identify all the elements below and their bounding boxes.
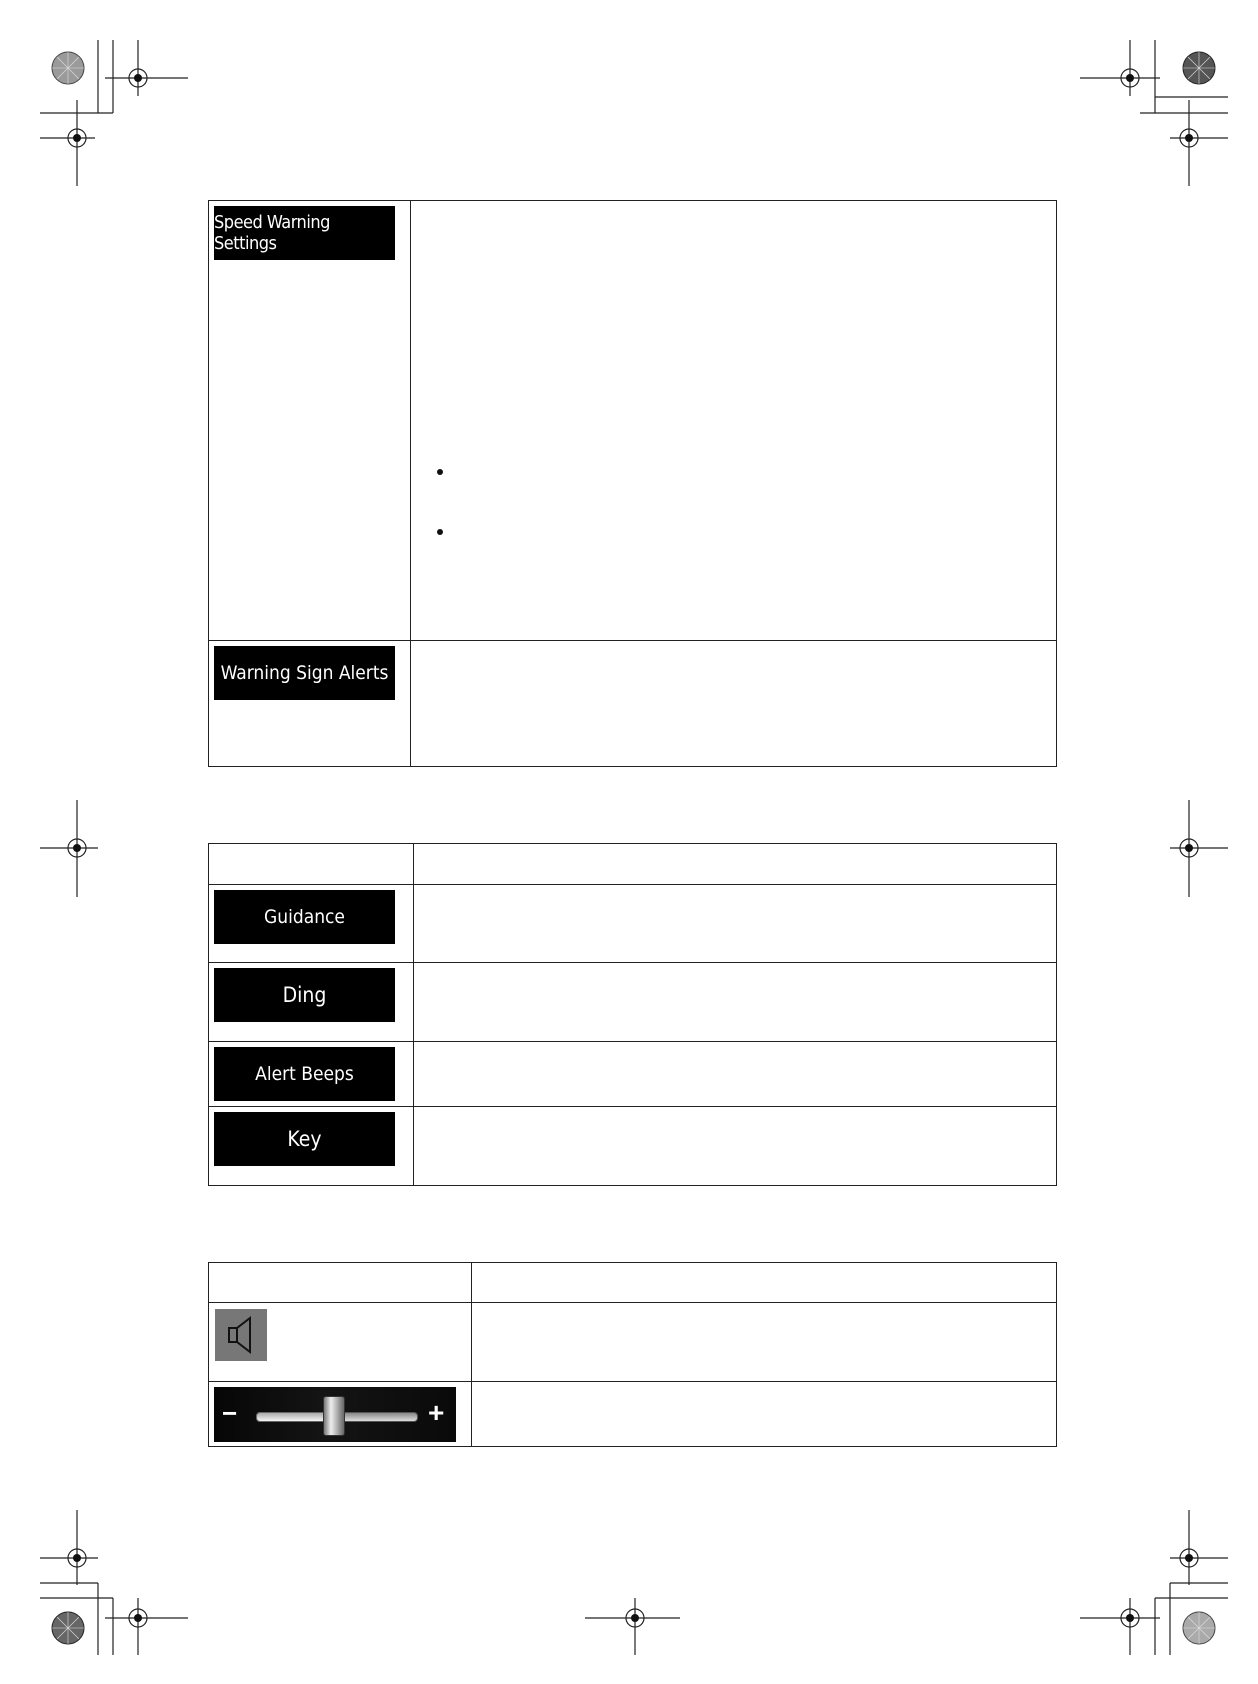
description-cell: [414, 1042, 1057, 1107]
volume-plus-icon[interactable]: +: [428, 1397, 445, 1428]
setting-cell: [209, 963, 414, 1042]
header-cell: [472, 1263, 1057, 1303]
speed-warning-settings-button[interactable]: Speed Warning Settings: [214, 206, 395, 260]
description-cell: [411, 201, 1057, 641]
header-cell: [209, 1263, 472, 1303]
setting-cell: [209, 201, 411, 641]
header-cell: [209, 844, 414, 885]
starburst-target-br: [1183, 1612, 1215, 1644]
description-cell: [472, 1303, 1057, 1382]
bullet: [437, 529, 443, 535]
sound-types-table: [208, 843, 1057, 1186]
volume-slider[interactable]: [214, 1387, 456, 1442]
description-cell: [414, 1107, 1057, 1186]
speaker-icon: [226, 1315, 256, 1355]
starburst-target-bl: [52, 1612, 84, 1644]
header-cell: [414, 844, 1057, 885]
volume-controls-table: [208, 1262, 1057, 1447]
setting-cell: [209, 1107, 414, 1186]
warning-sign-alerts-button[interactable]: Warning Sign Alerts: [214, 646, 395, 700]
setting-cell: [209, 1042, 414, 1107]
description-cell: [472, 1382, 1057, 1447]
control-cell: [209, 1303, 472, 1382]
volume-minus-icon[interactable]: −: [222, 1398, 238, 1428]
volume-thumb[interactable]: [323, 1396, 345, 1436]
setting-cell: [209, 885, 414, 963]
speaker-mute-button[interactable]: [215, 1309, 267, 1361]
key-button[interactable]: Key: [214, 1112, 395, 1166]
bullet: [437, 469, 443, 475]
description-cell: [414, 885, 1057, 963]
warnings-table: [208, 200, 1057, 767]
starburst-target-tr: [1183, 52, 1215, 84]
guidance-button[interactable]: Guidance: [214, 890, 395, 944]
control-cell: [209, 1382, 472, 1447]
description-cell: [414, 963, 1057, 1042]
setting-cell: [209, 641, 411, 767]
description-cell: [411, 641, 1057, 767]
alert-beeps-button[interactable]: Alert Beeps: [214, 1047, 395, 1101]
ding-button[interactable]: Ding: [214, 968, 395, 1022]
starburst-target-tl: [52, 52, 84, 84]
